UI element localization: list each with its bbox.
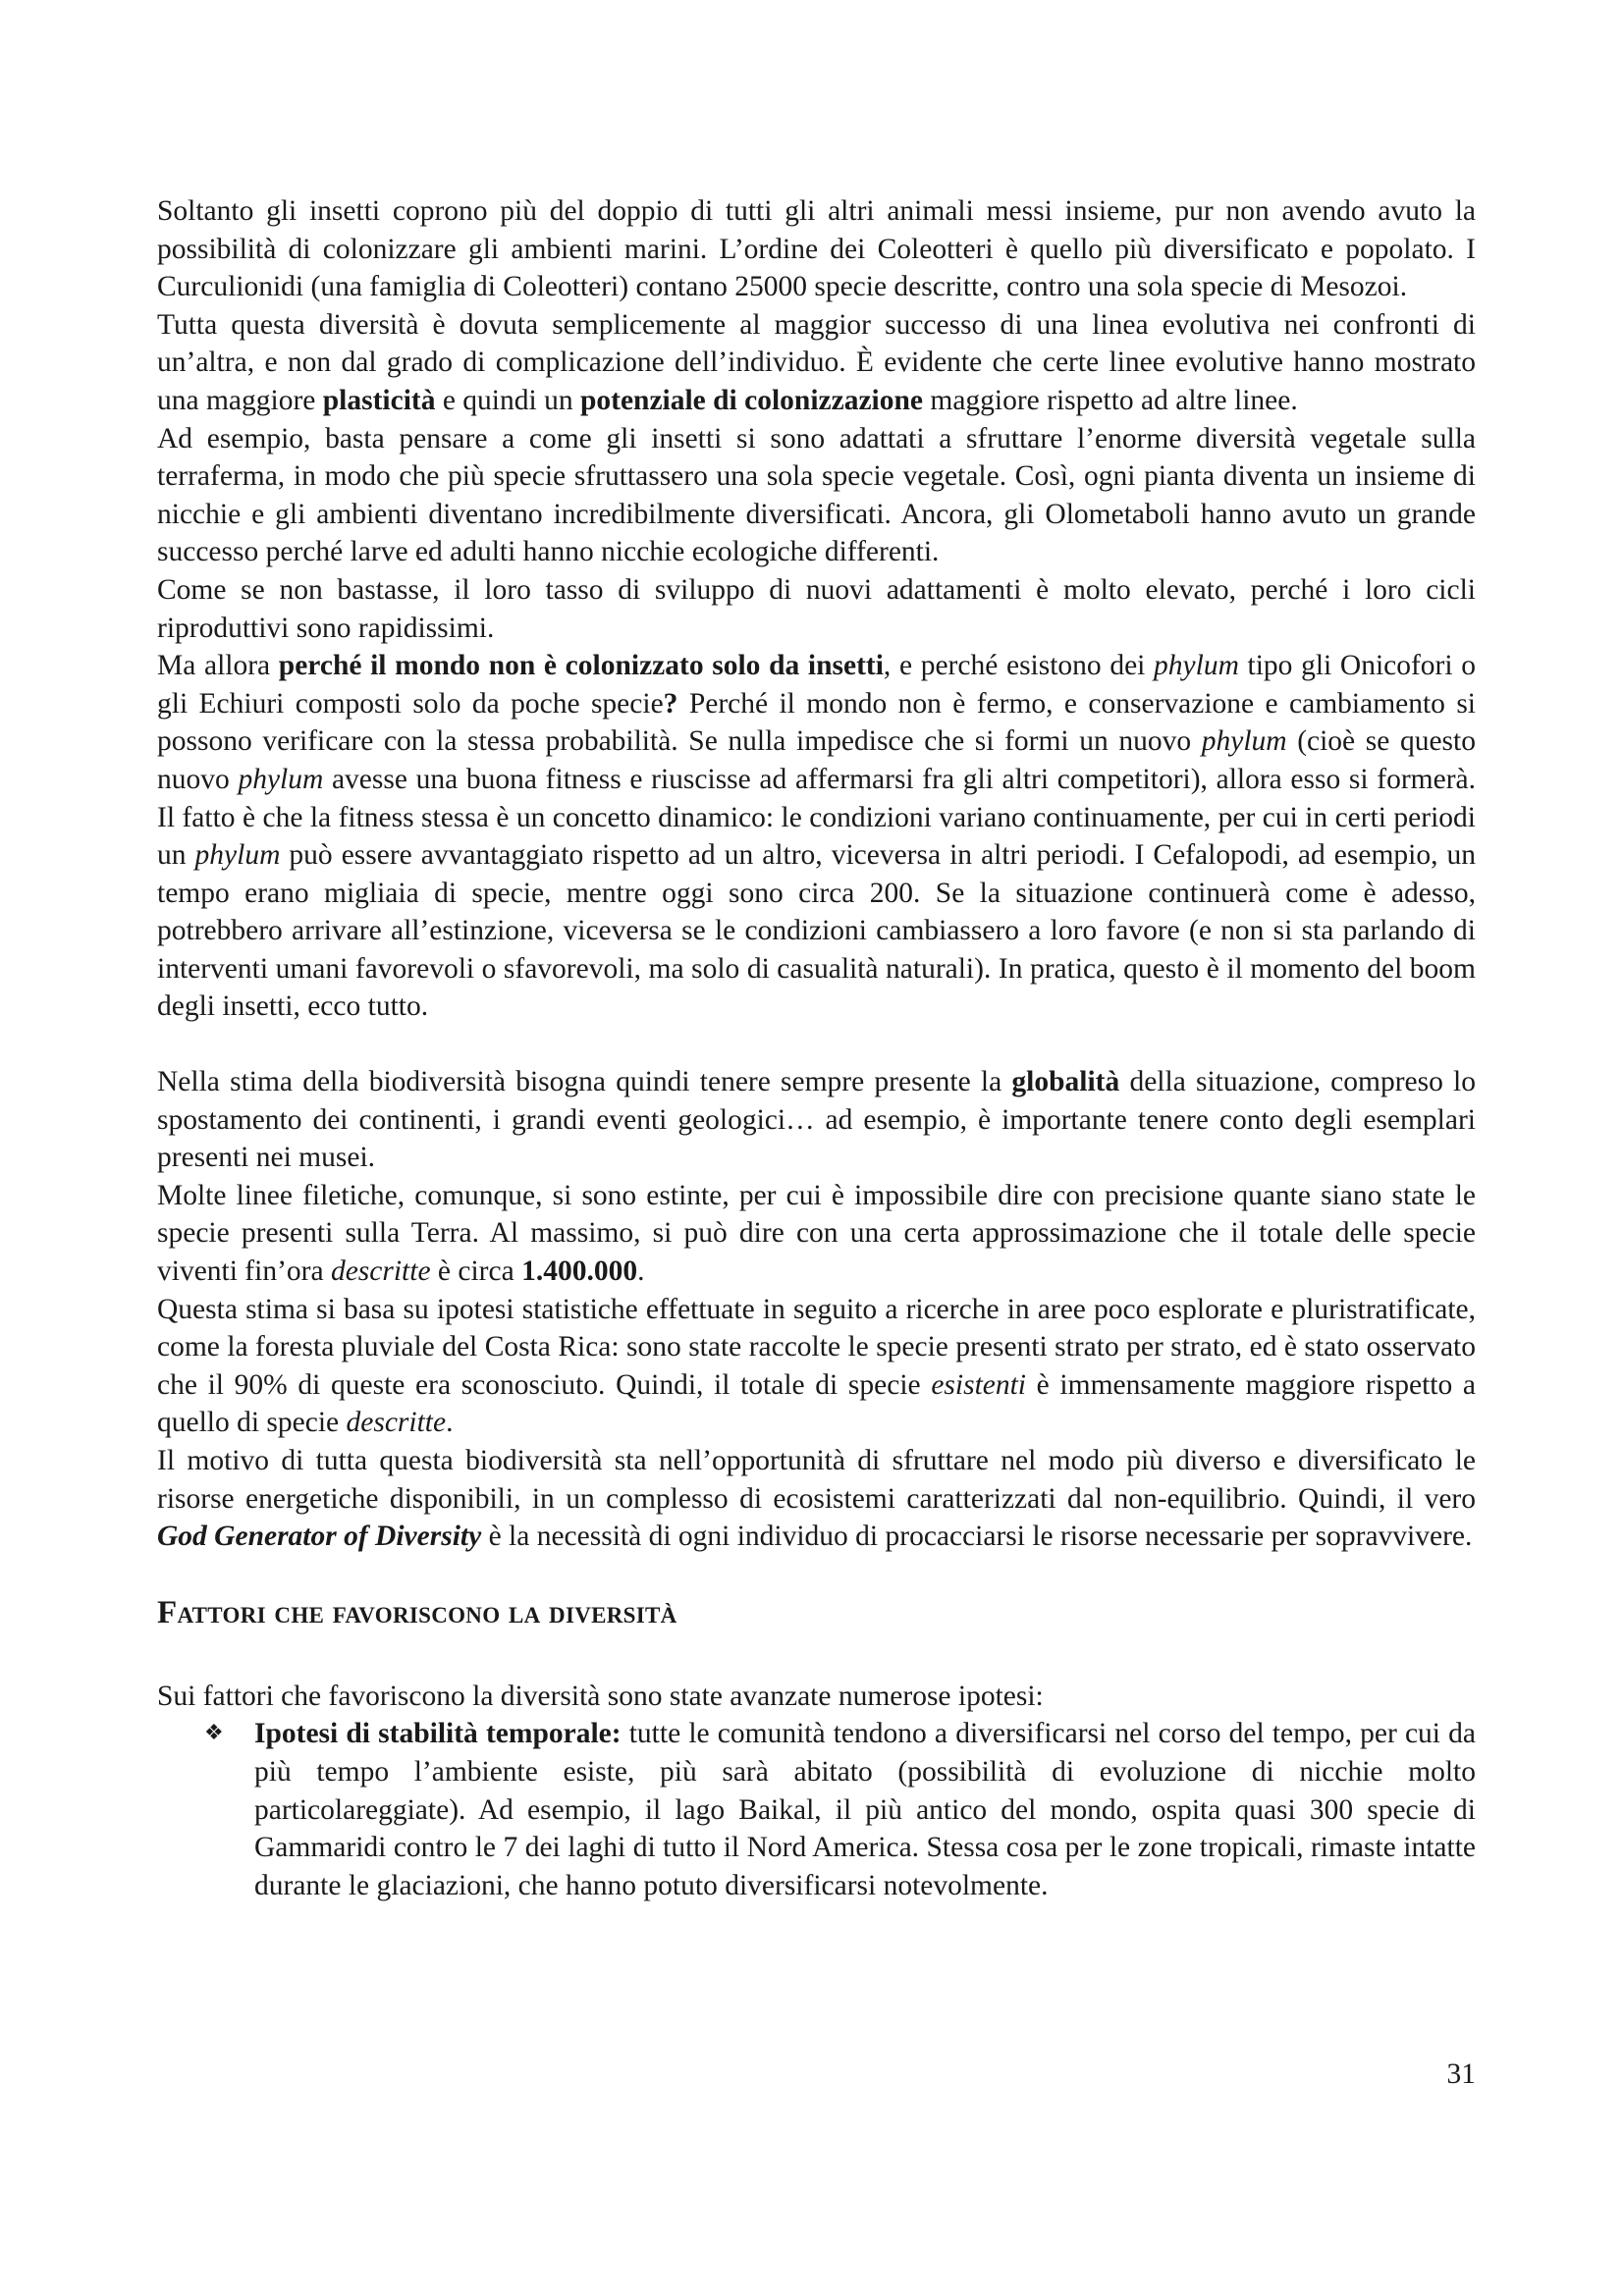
- text-run: .: [637, 1255, 645, 1288]
- text-run: Nella stima della biodiversità bisogna quindi tenere sempre presente la: [157, 1066, 1012, 1098]
- document-page: [157, 192, 1476, 1904]
- bold-text: plasticità: [322, 384, 436, 416]
- paragraph: [157, 647, 1476, 1026]
- text-run: tipo gli Onicofori o gli Echiuri composti solo da poche specie: [157, 650, 1476, 720]
- text-run: Molte linee filetiche, comunque, si sono estinte, per cui è impossibile dire con precisione quante siano state le specie presenti sulla Terra. Al massimo, si può dire con una certa approssimazione che il totale delle specie viventi fin’ora: [157, 1179, 1476, 1288]
- bold-text: globalità: [1011, 1066, 1120, 1098]
- text-run: tutte le comunità tendono a diversificarsi nel corso del tempo, per cui da più tempo l’ambiente esiste, più sarà abitato (possibilità di evoluzione di nicchie molto particolareggiate). Ad esempio, il lago Baikal, il più antico del mondo, ospita quasi 300 specie di Gammaridi contro le 7 dei laghi di tutto il Nord America. Stessa cosa per le zone tropicali, rimaste intatte durante le glaciazioni, che hanno potuto diversificarsi notevolmente.: [254, 1718, 1476, 1901]
- paragraph: [157, 192, 1476, 306]
- text-run: Ad esempio, basta pensare a come gli insetti si sono adattati a sfruttare l’enorme diversità vegetale sulla terraferma, in modo che più specie sfruttassero una sola specie vegetale. Così, ogni pianta diventa un insieme di nicchie e gli ambienti diventano incredibilmente diversificati. Ancora, gli Olometaboli hanno avuto un grande successo perché larve ed adulti hanno nicchie ecologiche differenti.: [157, 422, 1476, 568]
- paragraph: [157, 1442, 1476, 1556]
- text-run: è la necessità di ogni individuo di procacciarsi le risorse necessarie per sopravvivere.: [481, 1521, 1473, 1553]
- section-intro: Sui fattori che favoriscono la diversità sono state avanzate numerose ipotesi:: [157, 1680, 1044, 1712]
- text-run: maggiore rispetto ad altre linee.: [923, 384, 1298, 416]
- text-run: Questa stima si basa su ipotesi statistiche effettuate in seguito a ricerche in aree poco esplorate e pluristratificate, come la foresta pluviale del Costa Rica: sono state raccolte le specie presenti strato per strato, ed è stato osservato che il 90% di queste era sconosciuto. Quindi, il totale di specie: [157, 1293, 1476, 1401]
- bold-italic-text: God Generator of Diversity: [157, 1521, 482, 1553]
- text-run: e quindi un: [435, 384, 580, 416]
- hypotheses-list: [157, 1715, 1476, 1904]
- paragraph: [157, 1291, 1476, 1442]
- bold-text: ?: [663, 687, 678, 720]
- text-run: Ma allora: [157, 650, 279, 682]
- hypothesis-list-item: [157, 1715, 1476, 1904]
- bold-text: perché il mondo non è colonizzato solo da insetti: [278, 650, 884, 682]
- italic-text: descritte: [330, 1255, 431, 1288]
- italic-text: phylum: [194, 839, 281, 872]
- paragraph: [157, 571, 1476, 647]
- bold-text: 1.400.000: [521, 1255, 638, 1288]
- bold-italic-run: [157, 1521, 481, 1552]
- text-run: (cioè se questo nuovo: [157, 725, 1476, 795]
- italic-text: phylum: [1154, 650, 1239, 682]
- heading-gap: [157, 1632, 1476, 1678]
- bold-text: Ipotesi di stabilità temporale:: [254, 1718, 622, 1750]
- paragraph: [157, 420, 1476, 571]
- italic-text: phylum: [238, 763, 324, 795]
- text-run: può essere avvantaggiato rispetto ad un altro, viceversa in altri periodi. I Cefalopodi, ad esempio, un tempo erano migliaia di specie, mentre oggi sono circa 200. Se la situazione continuerà come è adesso, potrebbero arrivare all’estinzione, viceversa se le condizioni cambiassero a loro favore (e non si sta parlando di interventi umani favorevoli o sfavorevoli, ma solo di casualità naturali). In pratica, questo è il momento del boom degli insetti, ecco tutto.: [157, 839, 1477, 1023]
- text-run: è immensamente maggiore rispetto a quello di specie: [157, 1368, 1477, 1439]
- body-text-block-top: [157, 192, 1476, 1026]
- page-number: 31: [1446, 2058, 1476, 2090]
- text-run: .: [446, 1407, 454, 1439]
- text-run: Perché il mondo non è fermo, e conservazione e cambiamento si possono verificare con la stessa probabilità. Se nulla impedisce che si formi un nuovo: [157, 687, 1477, 758]
- text-run: Come se non bastasse, il loro tasso di sviluppo di nuovi adattamenti è molto elevato, perché i loro cicli riproduttivi sono rapidissimi.: [157, 573, 1476, 644]
- section-heading: Fattori che favoriscono la diversità: [157, 1594, 677, 1630]
- paragraph-gap: [157, 1026, 1476, 1063]
- diamond-bullet-icon: ❖: [204, 1721, 224, 1746]
- paragraph: [157, 306, 1476, 420]
- text-run: Tutta questa diversità è dovuta semplicemente al maggior successo di una linea evolutiva nei confronti di un’altra, e non dal grado di complicazione dell’individuo. È evidente che certe linee evolutive hanno mostrato una maggiore: [157, 308, 1476, 416]
- italic-text: esistenti: [931, 1368, 1026, 1401]
- body-text-block-middle: [157, 1063, 1476, 1556]
- text-run: Soltanto gli insetti coprono più del doppio di tutti gli altri animali messi insieme, pur non avendo avuto la possibilità di colonizzare gli ambienti marini. L’ordine dei Coleotteri è quello più diversificato e popolato. I Curculionidi (una famiglia di Coleotteri) contano 25000 specie descritte, contro una sola specie di Mesozoi.: [157, 195, 1476, 303]
- text-run: avesse una buona fitness e riuscisse ad affermarsi fra gli altri competitori), allora esso si formerà. Il fatto è che la fitness stessa è un concetto dinamico: le condizioni variano continuamente, per cui in certi periodi un: [157, 763, 1476, 872]
- paragraph: [157, 1177, 1476, 1291]
- italic-text: phylum: [1201, 725, 1287, 758]
- paragraph: [157, 1063, 1476, 1177]
- text-run: Il motivo di tutta questa biodiversità sta nell’opportunità di sfruttare nel modo più diverso e diversificato le risorse energetiche disponibili, in un complesso di ecosistemi caratterizzati dal non-equilibrio. Quindi, il vero: [157, 1445, 1476, 1515]
- paragraph-gap: [157, 1556, 1476, 1593]
- italic-text: descritte: [346, 1407, 447, 1439]
- text-run: della situazione, compreso lo spostamento dei continenti, i grandi eventi geologici… ad esempio, è importante tenere conto degli esemplari presenti nei musei.: [157, 1066, 1477, 1174]
- text-run: , e perché esistono dei: [883, 650, 1155, 682]
- bold-text: potenziale di colonizzazione: [579, 384, 923, 416]
- text-run: è circa: [430, 1255, 522, 1288]
